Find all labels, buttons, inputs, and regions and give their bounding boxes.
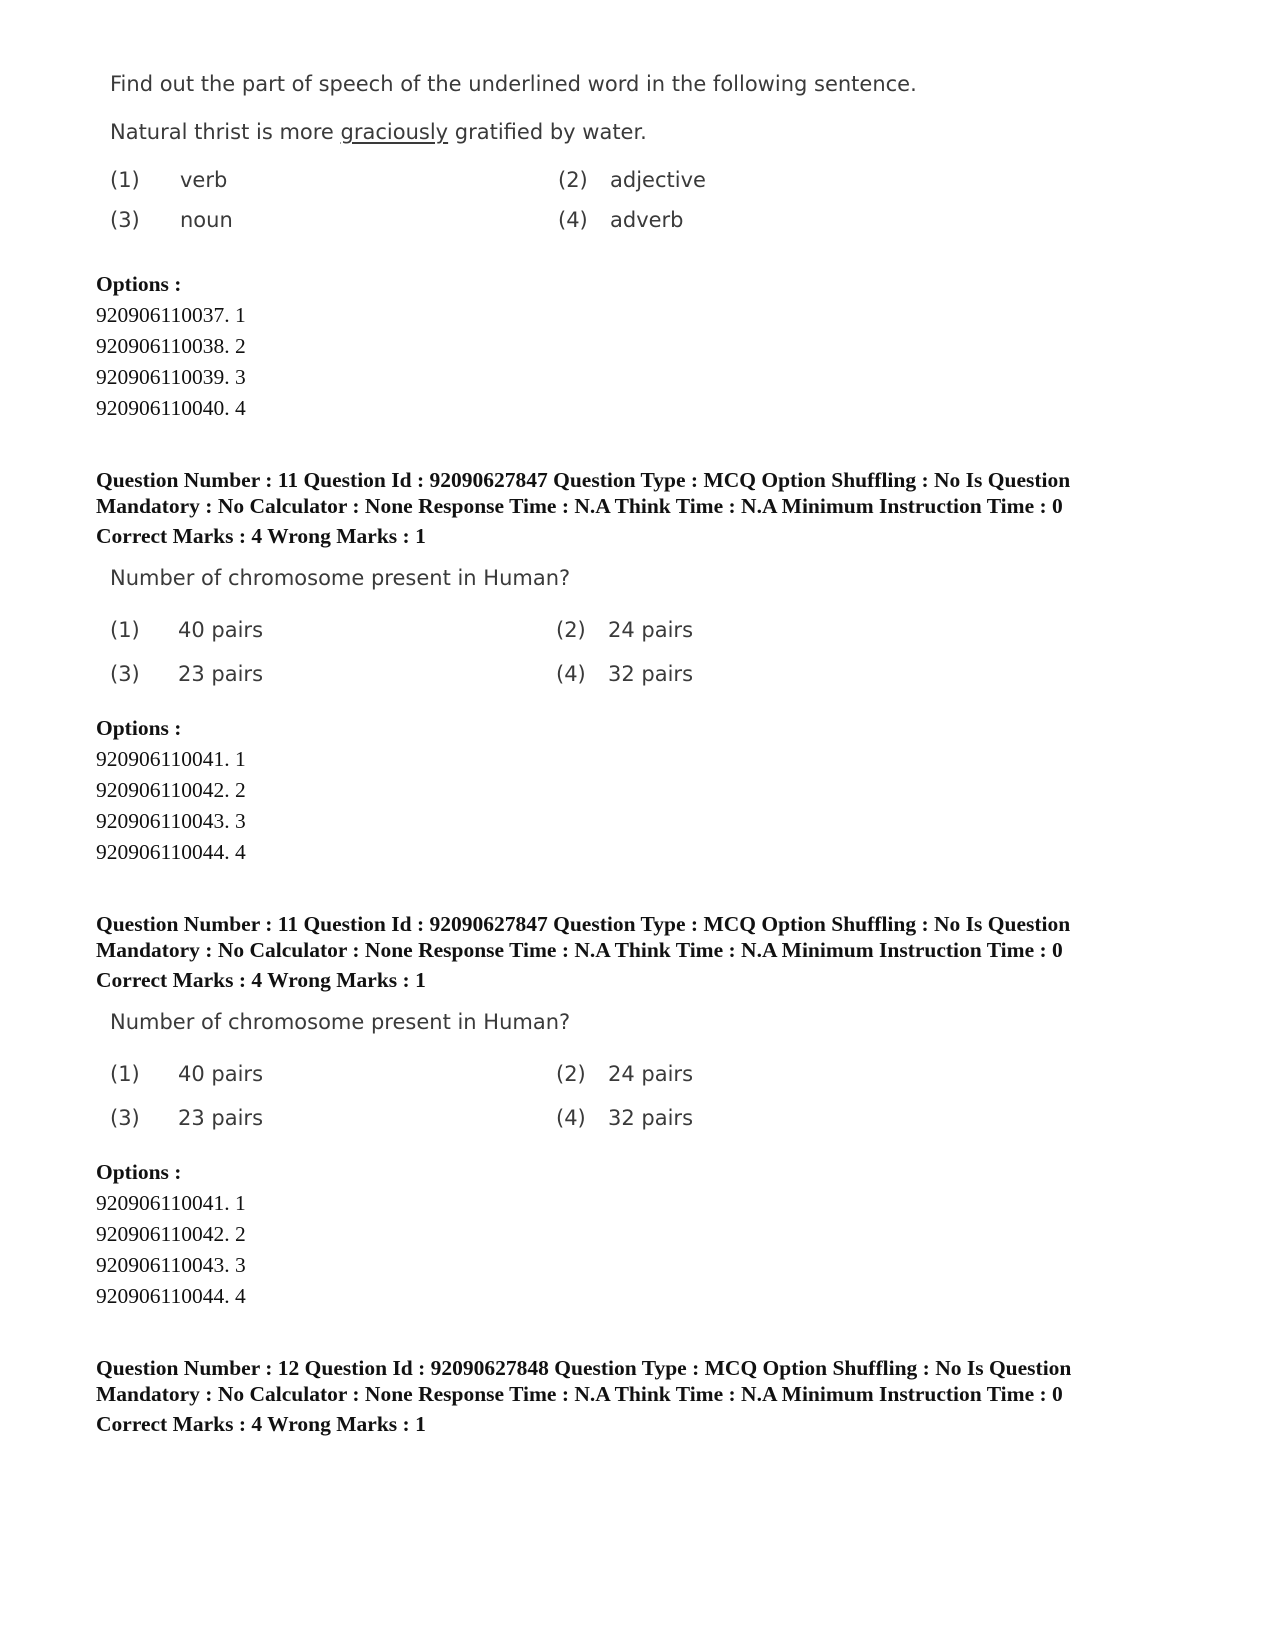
question-marks: Correct Marks : 4 Wrong Marks : 1 (96, 524, 426, 548)
question-meta-line: Mandatory : No Calculator : None Response Time : N.A Think Time : N.A Minimum Instruction Time : 0 (96, 1382, 1063, 1406)
question-image-3: Number of chromosome present in Human? (1) 40 pairs (2) 24 pairs (3) 23 pairs (4) 32 pairs (110, 1010, 694, 1130)
options-label: Options : (96, 716, 182, 740)
option-id: 920906110038. 2 (96, 334, 246, 358)
question-marks: Correct Marks : 4 Wrong Marks : 1 (96, 1412, 426, 1436)
option-id: 920906110042. 2 (96, 778, 246, 802)
option-id: 920906110039. 3 (96, 365, 246, 389)
option-id: 920906110040. 4 (96, 396, 246, 420)
question-meta-line: Mandatory : No Calculator : None Response Time : N.A Think Time : N.A Minimum Instruction Time : 0 (96, 938, 1063, 962)
option-id: 920906110043. 3 (96, 809, 246, 833)
question-text: Number of chromosome present in Human? (110, 1010, 571, 1034)
option-id: 920906110044. 4 (96, 840, 246, 864)
option-id: 920906110041. 1 (96, 1191, 246, 1215)
question-text: Number of chromosome present in Human? (110, 566, 571, 590)
question-image-1: Find out the part of speech of the underlined word in the following sentence. Natural thrist is more graciously gratified by water. (1) verb (2) adjective (3) noun (4) adverb (110, 72, 917, 232)
question-text: Find out the part of speech of the underlined word in the following sentence. (110, 72, 917, 96)
question-sentence: Natural thrist is more graciously gratified by water. (110, 120, 647, 144)
question-meta-line: Question Number : 12 Question Id : 92090627848 Question Type : MCQ Option Shuffling : No Is Question (96, 1356, 1072, 1380)
question-image-2: Number of chromosome present in Human? (1) 40 pairs (2) 24 pairs (3) 23 pairs (4) 32 pairs (110, 566, 694, 686)
option-id: 920906110044. 4 (96, 1284, 246, 1308)
question-meta-line: Mandatory : No Calculator : None Response Time : N.A Think Time : N.A Minimum Instruction Time : 0 (96, 494, 1063, 518)
underlined-word: graciously (340, 120, 449, 144)
question-meta-line: Question Number : 11 Question Id : 92090627847 Question Type : MCQ Option Shuffling : No Is Question (96, 468, 1071, 492)
option-id: 920906110042. 2 (96, 1222, 246, 1246)
option-id: 920906110041. 1 (96, 747, 246, 771)
option-id: 920906110037. 1 (96, 303, 246, 327)
question-marks: Correct Marks : 4 Wrong Marks : 1 (96, 968, 426, 992)
option-id: 920906110043. 3 (96, 1253, 246, 1277)
options-label: Options : (96, 272, 182, 296)
options-label: Options : (96, 1160, 182, 1184)
question-meta-line: Question Number : 11 Question Id : 92090627847 Question Type : MCQ Option Shuffling : No Is Question (96, 912, 1071, 936)
